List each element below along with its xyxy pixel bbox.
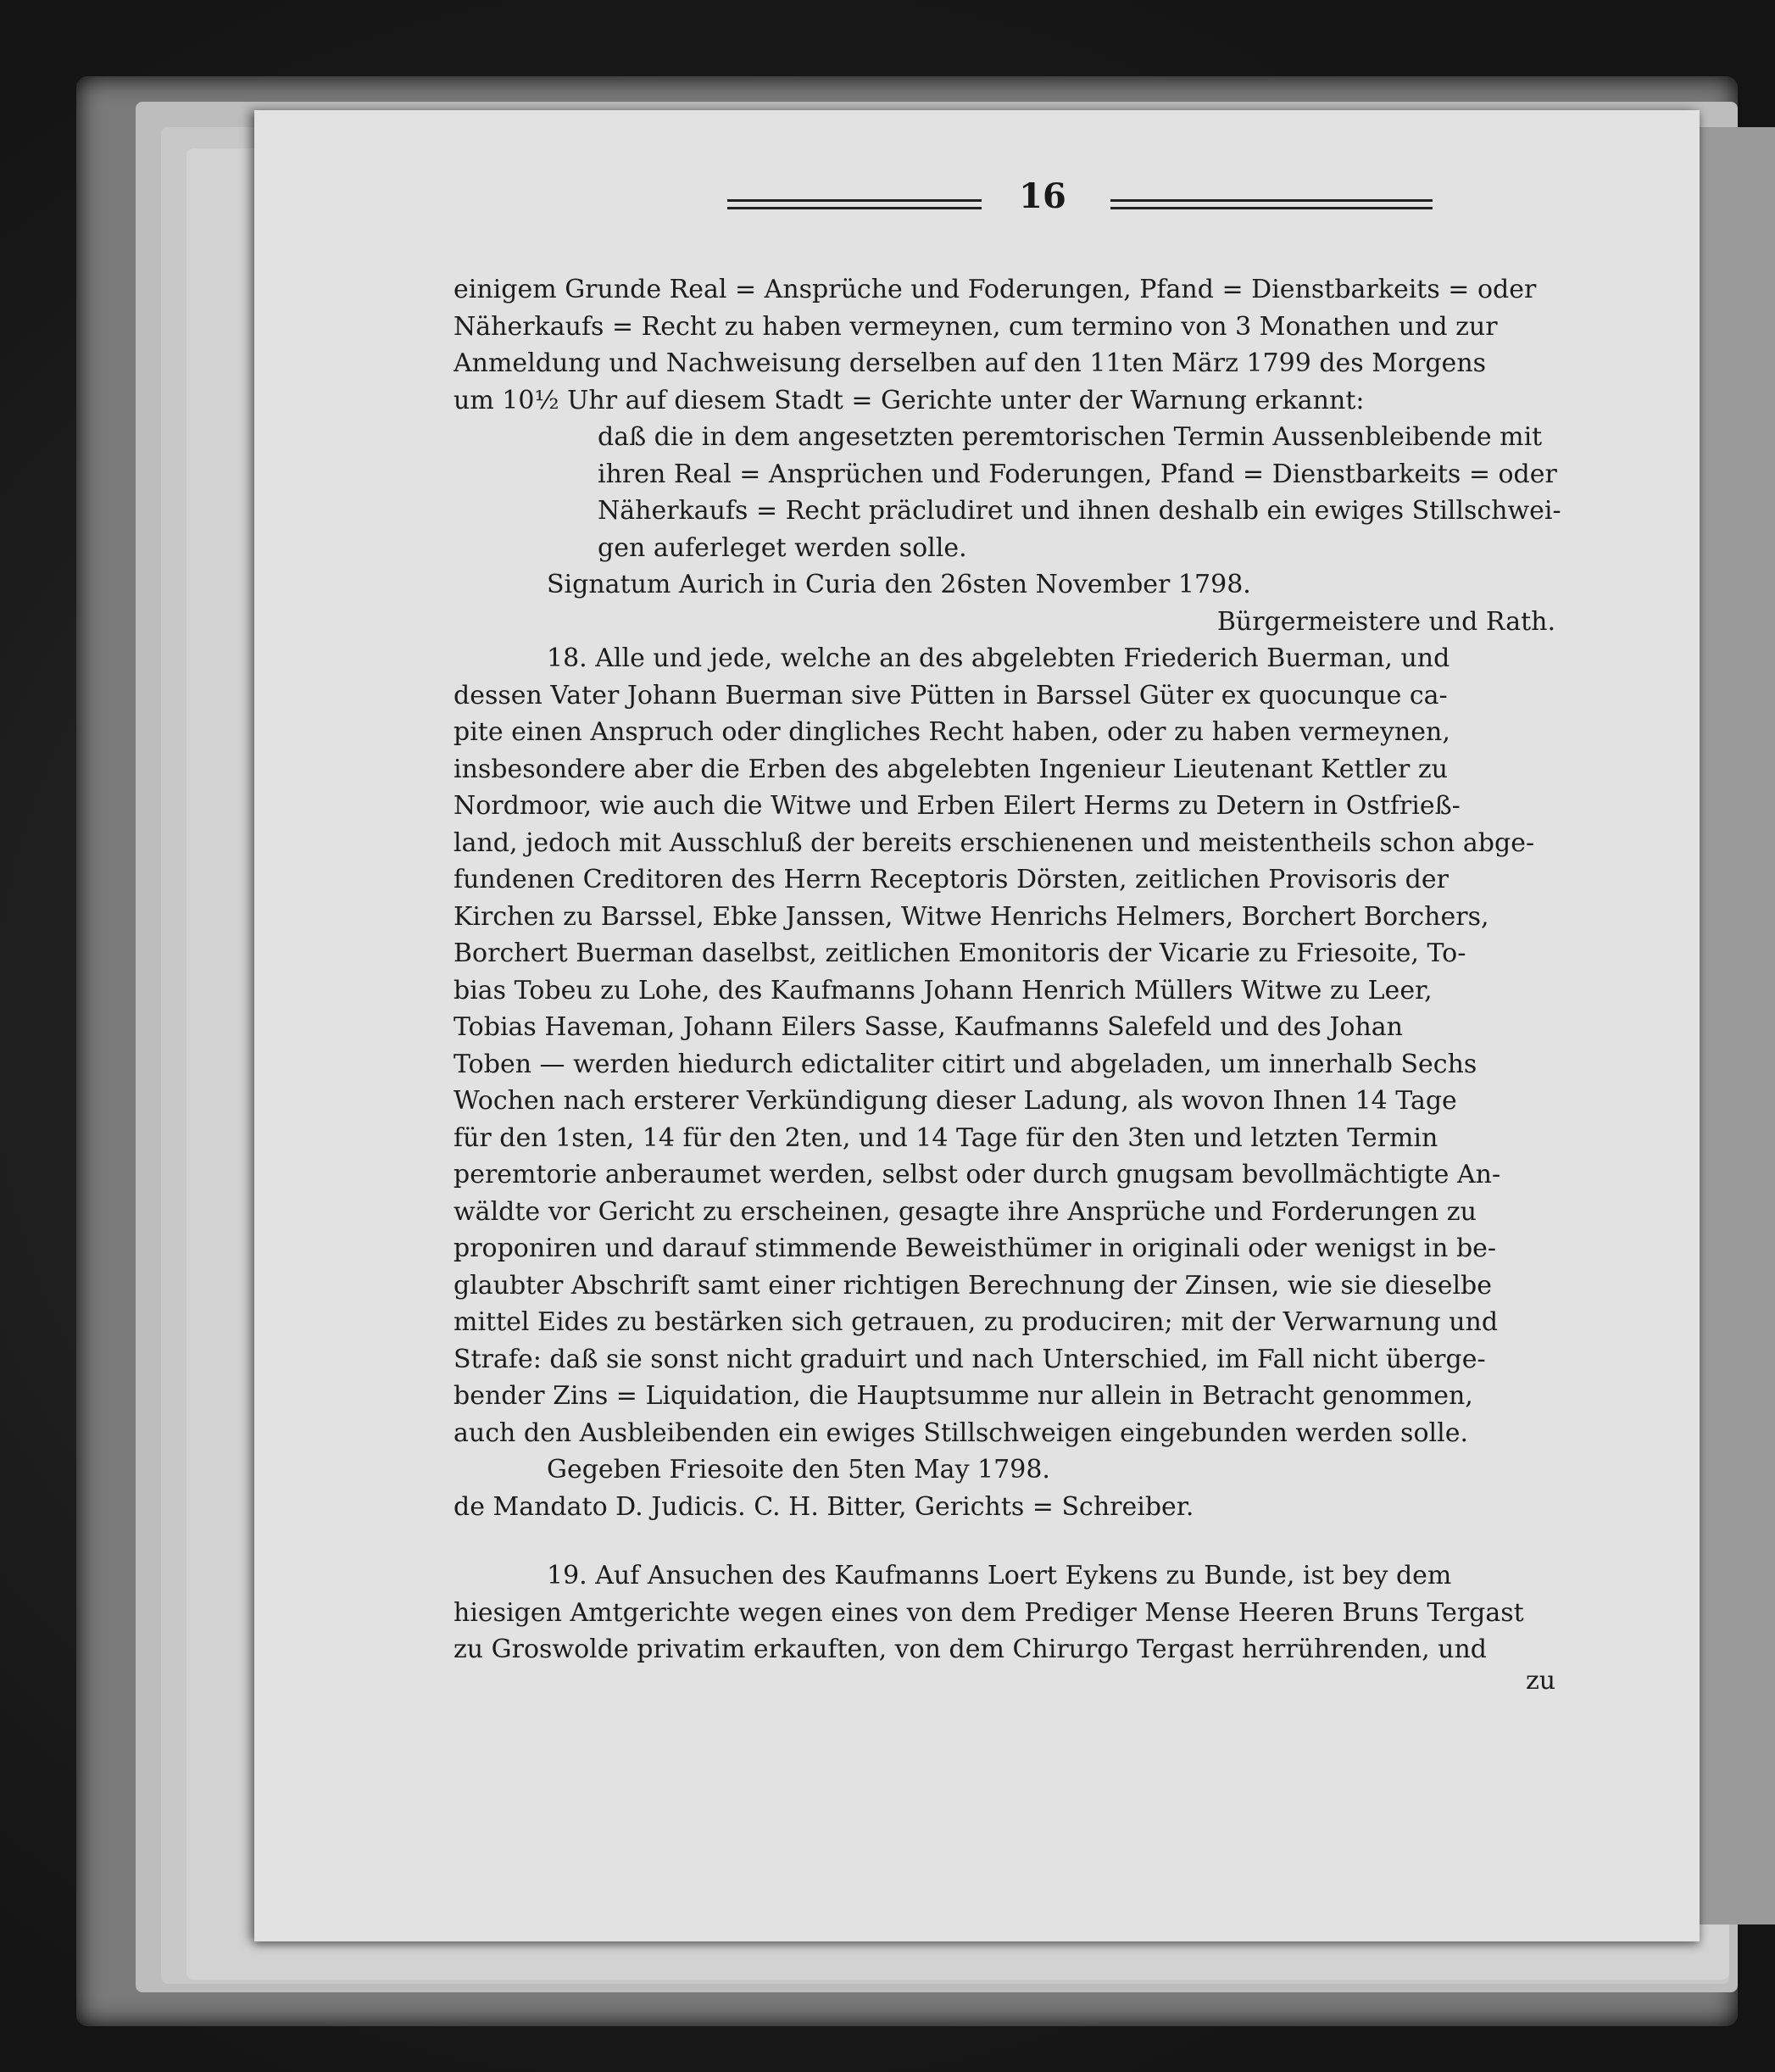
text-line: zu Groswolde privatim erkauften, von dem Chirurgo Tergast herrührenden, und (453, 1635, 1487, 1664)
text-line: für den 1sten, 14 für den 2ten, und 14 Tage für den 3ten und letzten Termin (453, 1122, 1438, 1153)
text-line: de Mandato D. Judicis. C. H. Bitter, Gerichts = Schreiber. (453, 1491, 1194, 1522)
text-line: wäldte vor Gericht zu erscheinen, gesagte ihre Ansprüche und Forderungen zu (453, 1196, 1477, 1227)
page-number: 16 (1019, 176, 1066, 216)
text-line: Tobias Haveman, Johann Eilers Sasse, Kaufmanns Salefeld und des Johan (453, 1012, 1403, 1042)
text-line: ihren Real = Ansprüchen und Foderungen, Pfand = Dienstbarkeits = oder (598, 459, 1557, 489)
text-line: auch den Ausbleibenden ein ewiges Stillschweigen eingebunden werden solle. (453, 1418, 1468, 1448)
catchword: zu (1526, 1666, 1556, 1696)
text-line: mittel Eides zu bestärken sich getrauen, zu produciren; mit der Verwarnung und (453, 1307, 1499, 1337)
header-rule-left (727, 199, 982, 209)
text-line: Nordmoor, wie auch die Witwe und Erben Eilert Herms zu Detern in Ostfrieß- (453, 791, 1461, 821)
text-line: land, jedoch mit Ausschluß der bereits erschienenen und meistentheils schon abge- (453, 827, 1535, 858)
text-line: fundenen Creditoren des Herrn Receptoris Dörsten, zeitlichen Provisoris der (453, 865, 1449, 894)
text-line: Toben — werden hiedurch edictaliter citirt und abgeladen, um innerhalb Sechs (453, 1049, 1477, 1079)
text-line: Näherkaufs = Recht präcludiret und ihnen deshalb ein ewiges Stillschwei- (598, 496, 1561, 526)
text-line: Borchert Buerman daselbst, zeitlichen Emonitoris der Vicarie zu Friesoite, To- (453, 939, 1466, 968)
page-text (453, 271, 1649, 1668)
text-line: glaubter Abschrift samt einer richtigen Berechnung der Zinsen, wie sie dieselbe (453, 1270, 1493, 1301)
text-line: hiesigen Amtgerichte wegen eines von dem Prediger Mense Heeren Bruns Tergast (453, 1597, 1524, 1628)
text-line: dessen Vater Johann Buerman sive Pütten in Barssel Güter ex quocunque ca- (453, 680, 1448, 710)
text-line: um 10½ Uhr auf diesem Stadt = Gerichte unter der Warnung erkannt: (453, 385, 1365, 415)
text-line: gen auferleget werden solle. (598, 532, 967, 563)
text-line: Signatum Aurich in Curia den 26sten November 1798. (547, 570, 1251, 599)
text-line: bender Zins = Liquidation, die Hauptsumme nur allein in Betracht genommen, (453, 1381, 1473, 1411)
text-line: Näherkaufs = Recht zu haben vermeynen, cum termino von 3 Monathen und zur (453, 311, 1498, 342)
text-line: Anmeldung und Nachweisung derselben auf den 11ten März 1799 des Morgens (453, 348, 1487, 378)
text-line: peremtorie anberaumet werden, selbst oder durch gnugsam bevollmächtigte An- (453, 1160, 1501, 1189)
header-rule-right (1110, 199, 1433, 209)
text-line: daß die in dem angesetzten peremtorischen Termin Aussenbleibende mit (598, 422, 1543, 452)
text-line: Gegeben Friesoite den 5ten May 1798. (547, 1455, 1050, 1484)
text-line: 19. Auf Ansuchen des Kaufmanns Loert Eykens zu Bunde, ist bey dem (547, 1561, 1452, 1590)
text-line: insbesondere aber die Erben des abgelebten Ingenieur Lieutenant Kettler zu (453, 754, 1449, 784)
next-page-edge (1695, 127, 1775, 1924)
text-line: 18. Alle und jede, welche an des abgelebten Friederich Buerman, und (547, 643, 1450, 673)
text-line: Strafe: daß sie sonst nicht graduirt und nach Unterschied, im Fall nicht überge- (453, 1344, 1486, 1374)
text-line: Kirchen zu Barssel, Ebke Janssen, Witwe Henrichs Helmers, Borchert Borchers, (453, 901, 1489, 932)
text-line: Bürgermeistere und Rath. (1216, 606, 1555, 637)
text-line: Wochen nach ersterer Verkündigung dieser Ladung, als wovon Ihnen 14 Tage (453, 1086, 1457, 1116)
text-line: pite einen Anspruch oder dingliches Recht haben, oder zu haben vermeynen, (453, 717, 1450, 747)
paragraph-gap (453, 1525, 1649, 1557)
text-line: bias Tobeu zu Lohe, des Kaufmanns Johann Henrich Müllers Witwe zu Leer, (453, 975, 1433, 1005)
text-line: einigem Grunde Real = Ansprüche und Foderungen, Pfand = Dienstbarkeits = oder (453, 275, 1537, 304)
text-line: proponiren und darauf stimmende Beweisthümer in originali oder wenigst in be- (453, 1234, 1497, 1263)
